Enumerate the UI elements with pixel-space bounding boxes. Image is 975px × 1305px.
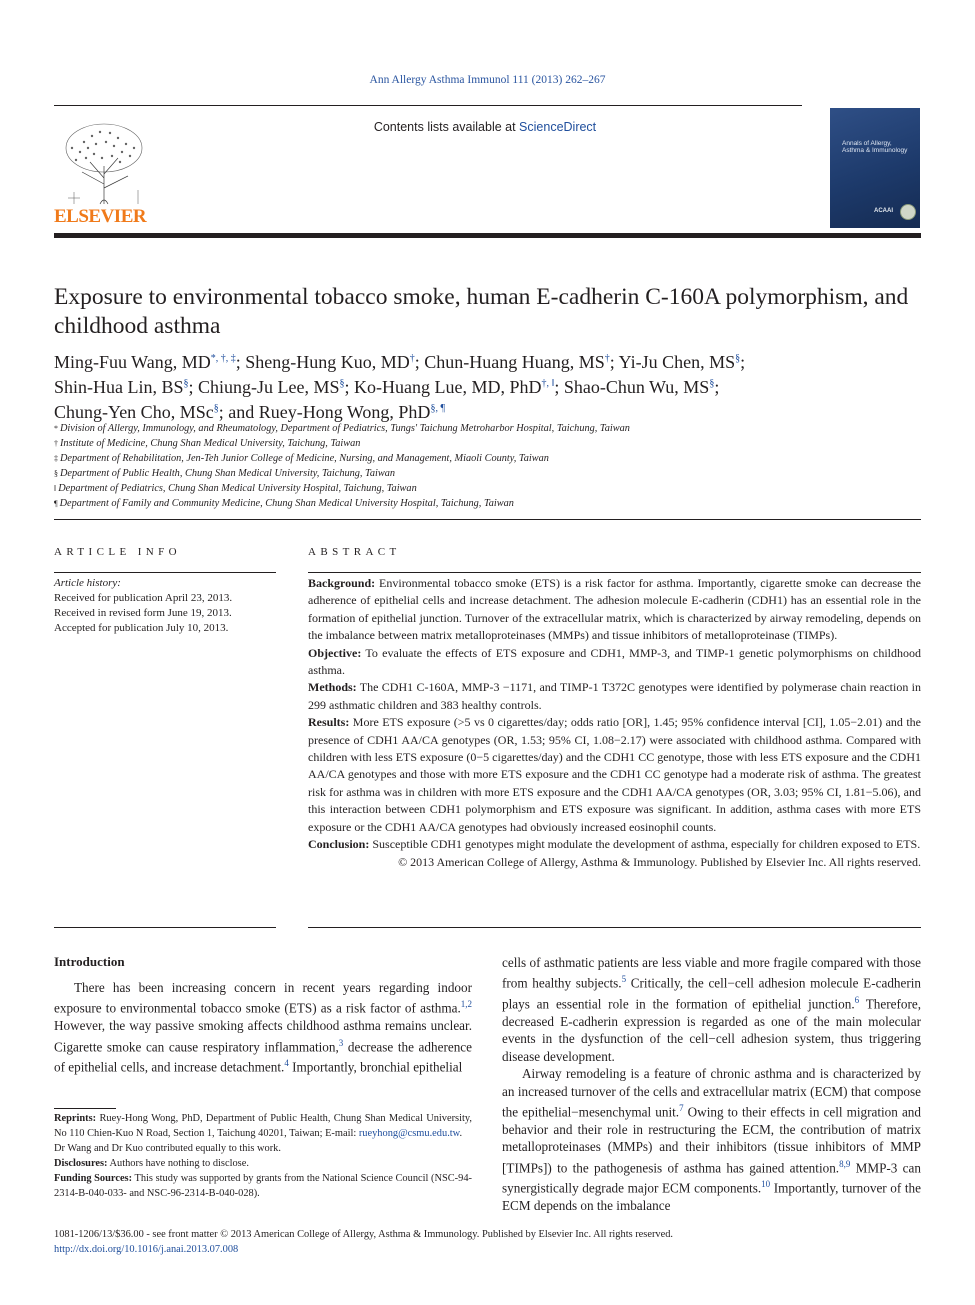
history-received: Received for publication April 23, 2013.	[54, 592, 233, 604]
body-text: Importantly, bronchial epithelial	[288, 1059, 463, 1075]
disclosures-note	[54, 1156, 472, 1171]
author-separator: ;	[740, 352, 746, 372]
history-accepted: Accepted for publication July 10, 2013.	[54, 622, 229, 634]
author-list	[54, 348, 914, 423]
affiliation-mark: ¶	[54, 499, 58, 508]
author-separator: ;	[235, 352, 246, 372]
abstract-section-label: Background:	[308, 576, 376, 590]
affiliation-text: Department of Public Health, Chung Shan Medical University, Taichung, Taiwan	[60, 468, 396, 479]
affiliation-mark: §	[54, 469, 58, 478]
author-separator: ;	[714, 377, 720, 397]
author-name: Ming-Fuu Wang, MD	[54, 352, 211, 372]
author-name: Sheng-Hung Kuo, MD	[245, 352, 410, 372]
affiliation-mark: ‖	[54, 484, 57, 493]
article-info-rule-top	[54, 572, 276, 573]
cover-badge-text: ACAAI	[874, 208, 893, 214]
author-affiliation-marks[interactable]: *, †, ‡	[210, 353, 236, 364]
body-text: Therefore, decreased E-cadherin expression is regarded as one of the main molecular events in the dysfunction of the cell−cell adhesion system, thus triggering disease development.	[502, 996, 921, 1064]
title-rule	[54, 519, 921, 520]
author-name: Shao-Chun Wu, MS	[563, 377, 710, 397]
header-thick-rule	[54, 233, 921, 238]
section-heading-introduction: Introduction	[54, 954, 125, 969]
abstract-section	[308, 679, 921, 714]
abstract-section-label: Objective:	[308, 645, 362, 660]
abstract-section	[308, 836, 921, 853]
author-affiliation-marks[interactable]: §	[709, 378, 715, 389]
affiliation-mark: ‡	[54, 454, 58, 463]
affiliation-item	[54, 436, 914, 451]
author-name: Chun-Huang Huang, MS	[424, 352, 605, 372]
affiliation-item	[54, 466, 914, 481]
footer-front-matter: 1081-1206/13/$36.00 - see front matter © 2013 American College of Allergy, Asthma & Immunology. Published by Elsevier Inc. All rights reserved.	[54, 1229, 674, 1240]
reprints-end: .	[459, 1128, 463, 1139]
author-affiliation-marks[interactable]: †	[409, 353, 415, 364]
citation-ref[interactable]: 7	[679, 1103, 684, 1114]
intro-paragraph-2	[502, 1065, 921, 1214]
contents-prefix: Contents lists available at	[373, 120, 520, 134]
funding-text: This study was supported by grants from the National Science Council (NSC-94-2314-B-040-033- and NSC-96-2314-B-040-028).	[54, 1173, 472, 1199]
doi-link[interactable]: http://dx.doi.org/10.1016/j.anai.2013.07.008	[54, 1244, 239, 1255]
contents-available-line	[300, 120, 670, 134]
abstract-section	[308, 575, 921, 645]
publisher-logo-text: ELSEVIER	[54, 206, 147, 227]
affiliation-text: Department of Pediatrics, Chung Shan Medical University Hospital, Taichung, Taiwan	[58, 483, 417, 494]
affiliation-mark: *	[54, 424, 58, 433]
author-separator: ;	[344, 377, 355, 397]
author-name: Shin-Hua Lin, BS	[54, 377, 184, 397]
citation-ref[interactable]: 5	[621, 974, 627, 985]
article-title: Exposure to environmental tobacco smoke, human E-cadherin C-160A polymorphism, and childhood asthma	[54, 284, 909, 339]
citation-ref[interactable]: 10	[761, 1179, 771, 1190]
header-rule	[54, 105, 802, 106]
article-history	[54, 576, 276, 636]
author-name: Ko-Huang Lue, MD, PhD	[354, 377, 542, 397]
affiliation-text: Division of Allergy, Immunology, and Rheumatology, Department of Pediatrics, Tungs' Taichung Metroharbor Hospital, Taichung, Taiwan	[60, 423, 630, 434]
body-text: Owing to their effects in cell migration and behavior and their role in restructuring the ECM, the contribution of matrix metalloproteinases (MMPs) and their inhibitors (tissue inhibitors of MMP [TIMPs]) to the pathogenesis of asthma has gained attention.	[502, 1104, 921, 1176]
abstract-section-label: Conclusion:	[308, 837, 370, 852]
abstract-sections	[308, 575, 921, 854]
abstract-section-label: Results:	[308, 715, 350, 730]
history-label: Article history:	[54, 577, 121, 589]
author-affiliation-marks[interactable]: §	[213, 403, 219, 414]
disclosures-text: Authors have nothing to disclose.	[107, 1158, 249, 1169]
funding-note	[54, 1171, 472, 1201]
footnote-rule	[54, 1108, 116, 1109]
history-revised: Received in revised form June 19, 2013.	[54, 607, 232, 619]
author-separator: ;	[414, 352, 425, 372]
intro-paragraph-1	[54, 979, 472, 1076]
author-name: Ruey-Hong Wong, PhD	[258, 402, 431, 422]
affiliation-mark: †	[54, 439, 58, 448]
body-text: Critically, the cell−cell adhesion molecule E-cadherin plays an essential role in the formation of epithelial junction.	[502, 975, 922, 1012]
citation-ref[interactable]: 8,9	[839, 1158, 851, 1169]
abstract-rule-top	[308, 572, 921, 573]
abstract-section-text: The CDH1 C-160A, MMP-3 −1171, and TIMP-1 T372C genotypes were identified by polymerase chain reaction in 299 asthmatic children and 383 healthy controls.	[308, 680, 921, 712]
abstract-section-text: Environmental tobacco smoke (ETS) is a risk factor for asthma. Importantly, cigarette smoke can decrease the adherence of epithelial cells and increase detachment. The adhesion molecule E-cadherin (CDH1) has an essential role in the formation of epithelial junction. Turnover of the extracellular matrix, which is characterized by airway remodeling, depends on the imbalance between matrix metalloproteinases (MMPs) and tissue inhibitors of metalloproteinase (TIMPs).	[308, 576, 921, 643]
abstract-copyright: © 2013 American College of Allergy, Asthma & Immunology. Published by Elsevier Inc. All rights reserved.	[398, 854, 921, 869]
author-affiliation-marks[interactable]: §, ¶	[430, 403, 445, 414]
abstract-body	[308, 575, 921, 871]
abstract-heading: ABSTRACT	[308, 546, 401, 558]
citation-ref[interactable]: 3	[338, 1037, 344, 1048]
abstract-section	[308, 645, 921, 680]
article-info-heading: ARTICLE INFO	[54, 546, 181, 558]
reprints-text: Ruey-Hong Wong, PhD, Department of Public Health, Chung Shan Medical University, No 110 Chien-Kuo N Road, Section 1, Taichung 40201, Taiwan; E-mail:	[54, 1113, 472, 1139]
affiliation-list	[54, 421, 914, 511]
society-seal-icon	[900, 204, 916, 220]
affiliation-text: Department of Family and Community Medicine, Chung Shan Medical University Hospital, Taichung, Taiwan	[59, 498, 514, 509]
author-separator: ;	[554, 377, 564, 397]
affiliation-text: Department of Rehabilitation, Jen-Teh Junior College of Medicine, Nursing, and Management, Miaoli County, Taiwan	[60, 453, 549, 464]
body-text: Airway remodeling is a feature of chronic asthma and is characterized by an increased turnover of the cells and extracellular matrix (ECM) that compose the epithelial−mesenchymal unit.	[502, 1066, 921, 1120]
affiliation-item	[54, 481, 914, 496]
author-affiliation-marks[interactable]: †, ‖	[541, 378, 555, 389]
body-text: However, the way passive smoking affects childhood asthma remains unclear. Cigarette smoke can cause respiratory inflammation,	[54, 1018, 472, 1054]
reprints-label: Reprints:	[54, 1113, 97, 1124]
author-affiliation-marks[interactable]: §	[735, 353, 741, 364]
author-separator: ;	[609, 352, 619, 372]
journal-citation[interactable]: Ann Allergy Asthma Immunol 111 (2013) 262–267	[369, 74, 606, 86]
abstract-section-label: Methods:	[308, 680, 357, 695]
author-name: Yi-Ju Chen, MS	[618, 352, 736, 372]
footnotes	[54, 1111, 472, 1201]
affiliation-item	[54, 496, 914, 511]
citation-ref[interactable]: 1,2	[460, 999, 472, 1010]
citation-ref[interactable]: 4	[284, 1058, 289, 1069]
author-separator: ; and	[218, 402, 259, 422]
affiliation-item	[54, 451, 914, 466]
page-footer	[54, 1227, 914, 1257]
body-text: decrease the adherence of epithelial cells, and increase detachment.	[54, 1039, 472, 1075]
intro-paragraph-1-continued	[502, 954, 921, 1065]
affiliation-text: Institute of Medicine, Chung Shan Medical University, Taichung, Taiwan	[60, 438, 361, 449]
journal-cover-thumbnail[interactable]	[830, 108, 920, 228]
article-info-rule-bottom	[54, 927, 276, 928]
tree-icon	[54, 118, 154, 206]
funding-label: Funding Sources:	[54, 1173, 133, 1184]
abstract-rule-bottom	[308, 927, 921, 928]
author-name: Chiung-Ju Lee, MS	[198, 377, 340, 397]
body-text: Importantly, turnover of the ECM depends on the imbalance	[502, 1180, 921, 1214]
equal-contribution-note: Dr Wang and Dr Kuo contributed equally to this work.	[54, 1143, 281, 1154]
author-separator: ;	[188, 377, 199, 397]
sciencedirect-link[interactable]: ScienceDirect	[519, 120, 597, 134]
body-text: MMP-3 can synergistically degrade major ECM components.	[502, 1160, 921, 1196]
abstract-section-text: More ETS exposure (>5 vs 0 cigarettes/day; odds ratio [OR], 1.45; 95% confidence interval [CI], 1.05−2.01) and the presence of CDH1 AA/CA genotypes (OR, 1.53; 95% CI, 1.08−2.17) were associated with childhood asthma. Compared with children with less ETS exposure (0−5 cigarettes/day) and the CDH1 CC genotype, those with less ETS exposure and the CDH1 AA/CA genotypes and those with more ETS exposure and the CDH1 CC genotype had a moderate risk of asthma. The greatest risk for asthma was in children with more ETS exposure and the CDH1 AA/CA genotypes (OR, 3.03; 95% CI, 1.81−5.06), and this interaction between CDH1 polymorphism and ETS exposure was significant. In addition, asthma cases with more ETS exposure or the CDH1 AA/CA genotypes had obviously increased eosinophil counts.	[308, 715, 921, 834]
disclosures-label: Disclosures:	[54, 1158, 108, 1169]
reprints-email-link[interactable]: rueyhong@csmu.edu.tw	[358, 1128, 460, 1139]
reprints-note	[54, 1111, 472, 1141]
body-text: There has been increasing concern in recent years regarding indoor exposure to environmental tobacco smoke (ETS) as a risk factor of asthma.	[54, 980, 472, 1016]
abstract-section-text: To evaluate the effects of ETS exposure and CDH1, MMP-3, and TIMP-1 genetic polymorphisms on childhood asthma.	[308, 645, 921, 678]
body-column-right	[502, 954, 921, 1215]
abstract-section-text: Susceptible CDH1 genotypes might modulate the development of asthma, especially for children exposed to ETS.	[369, 837, 921, 852]
author-affiliation-marks[interactable]: §	[183, 378, 189, 389]
citation-ref[interactable]: 6	[854, 995, 860, 1006]
abstract-section	[308, 714, 921, 836]
author-affiliation-marks[interactable]: §	[339, 378, 345, 389]
body-text: cells of asthmatic patients are less viable and more fragile compared with those from healthy subjects.	[502, 955, 921, 991]
author-name: Chung-Yen Cho, MSc	[54, 402, 214, 422]
cover-title: Annals of Allergy, Asthma & Immunology	[842, 140, 908, 154]
affiliation-item	[54, 421, 914, 436]
body-column-left	[54, 979, 472, 1076]
author-affiliation-marks[interactable]: †	[604, 353, 610, 364]
